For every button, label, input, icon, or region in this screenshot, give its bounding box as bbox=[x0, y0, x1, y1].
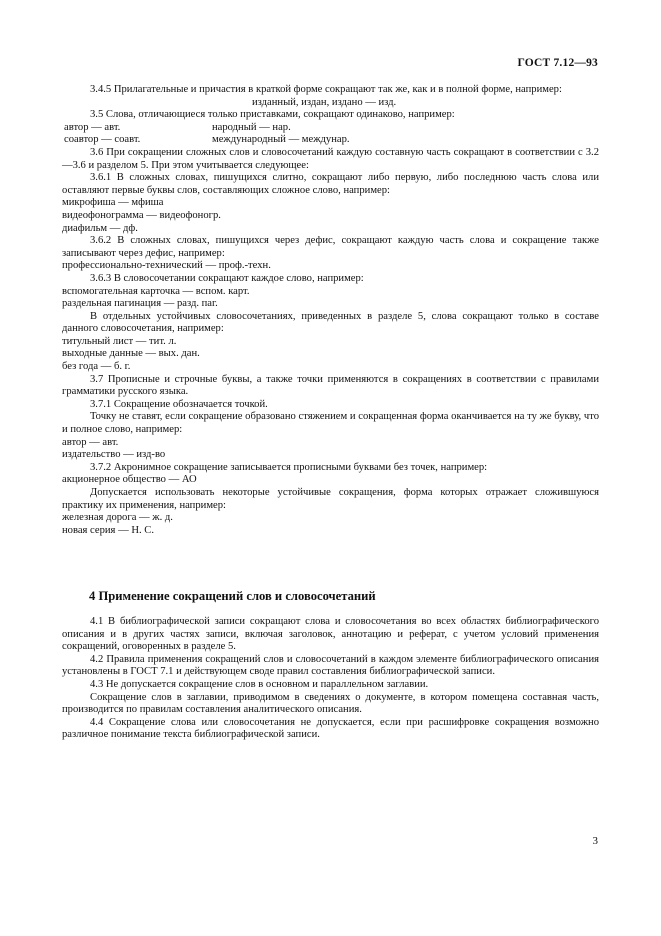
section-4-title: 4 Применение сокращений слов и словосочетаний bbox=[89, 589, 376, 603]
example-line: железная дорога — ж. д. bbox=[62, 512, 173, 524]
example-line: автор — авт. bbox=[62, 436, 119, 448]
paragraph: 4.2 Правила применения сокращений слов и словосочетаний в каждом элементе библиографического описания установлены в ГОСТ 7.1 и действующем своде правил составления библиографической записи. bbox=[62, 653, 599, 678]
paragraph: Допускается использовать некоторые устойчивые сокращения, форма которых отражает сложившуюся практику их применения, например: bbox=[62, 487, 599, 511]
example-left: соавтор — соавт. bbox=[64, 134, 141, 146]
paragraph: 3.6.1 В сложных словах, пишущихся слитно, сокращают либо первую, либо последнюю часть слова или оставляют первые буквы слов, составляющих сложное слово, например: bbox=[62, 172, 599, 196]
paragraph: Точку не ставят, если сокращение образовано стяжением и сокращенная форма оканчивается на ту же букву, что и полное слово, например: bbox=[62, 411, 599, 436]
example-line: диафильм — дф. bbox=[62, 222, 138, 234]
example-right: международный — междунар. bbox=[212, 134, 350, 146]
paragraph: 3.6.2 В сложных словах, пишущихся через дефис, сокращают каждую часть слова и сокращение также записывают через дефис, например: bbox=[62, 235, 599, 259]
example-line: видеофонограмма — видеофоногр. bbox=[62, 209, 221, 221]
section-4-body bbox=[62, 616, 599, 742]
paragraph: 4.3 Не допускается сокращение слов в основном и параллельном заглавии. bbox=[90, 678, 429, 690]
paragraph: 3.4.5 Прилагательные и причастия в краткой форме сокращают так же, как и в полной форме, например: bbox=[90, 84, 562, 95]
example-line: профессионально-технический — проф.-техн. bbox=[62, 260, 271, 272]
example-line: вспомогательная карточка — вспом. карт. bbox=[62, 285, 250, 297]
section-3-continuation bbox=[62, 84, 599, 537]
paragraph: В отдельных устойчивых словосочетаниях, приведенных в разделе 5, слова сокращают только в составе данного словосочетания, например: bbox=[62, 310, 599, 335]
example-line: без года — б. г. bbox=[62, 361, 131, 373]
paragraph: 3.7.1 Сокращение обозначается точкой. bbox=[90, 398, 268, 410]
example-line: титульный лист — тит. л. bbox=[62, 335, 177, 347]
example-left: автор — авт. bbox=[64, 121, 121, 133]
example-pair-row bbox=[62, 134, 599, 147]
page-number: 3 bbox=[592, 835, 598, 847]
paragraph: 3.5 Слова, отличающиеся только приставками, сокращают одинаково, например: bbox=[90, 109, 455, 121]
example-right: народный — нар. bbox=[212, 121, 291, 133]
example-line: микрофиша — мфиша bbox=[62, 197, 164, 209]
example-line: новая серия — Н. С. bbox=[62, 524, 154, 536]
example-line: издательство — изд-во bbox=[62, 449, 166, 461]
example-line: раздельная пагинация — разд. паг. bbox=[62, 298, 218, 310]
standard-header: ГОСТ 7.12—93 bbox=[517, 57, 598, 69]
example-pair-row bbox=[62, 122, 599, 135]
example-line: акционерное общество — АО bbox=[62, 474, 197, 486]
paragraph: Сокращение слов в заглавии, приводимом в сведениях о документе, в котором помещена составная часть, производится по правилам составления аналитического описания. bbox=[62, 691, 599, 716]
paragraph: 3.7.2 Акронимное сокращение записывается прописными буквами без точек, например: bbox=[90, 461, 488, 473]
paragraph: 3.6 При сокращении сложных слов и словосочетаний каждую составную часть сокращают в соответствии с 3.2—3.6 и разделом 5. При этом учитывается следующее: bbox=[62, 146, 599, 171]
example-line: выходные данные — вых. дан. bbox=[62, 348, 200, 360]
paragraph: 3.7 Прописные и строчные буквы, а также точки применяются в сокращениях в соответствии с правилами грамматики русского языка. bbox=[62, 373, 599, 398]
paragraph: 3.6.3 В словосочетании сокращают каждое слово, например: bbox=[90, 272, 364, 284]
paragraph: 4.4 Сокращение слова или словосочетания не допускается, если при расшифровке сокращения возможно различное понимание текста библиографической записи. bbox=[62, 716, 599, 741]
paragraph: 4.1 В библиографической записи сокращают слова и словосочетания во всех областях библиографического описания и в других частях записи, включая заголовок, аннотацию и реферат, с учетом условий применения сокращений, оговоренных в разделе 5. bbox=[62, 616, 599, 653]
example-line: изданный, издан, издано — изд. bbox=[252, 96, 397, 108]
